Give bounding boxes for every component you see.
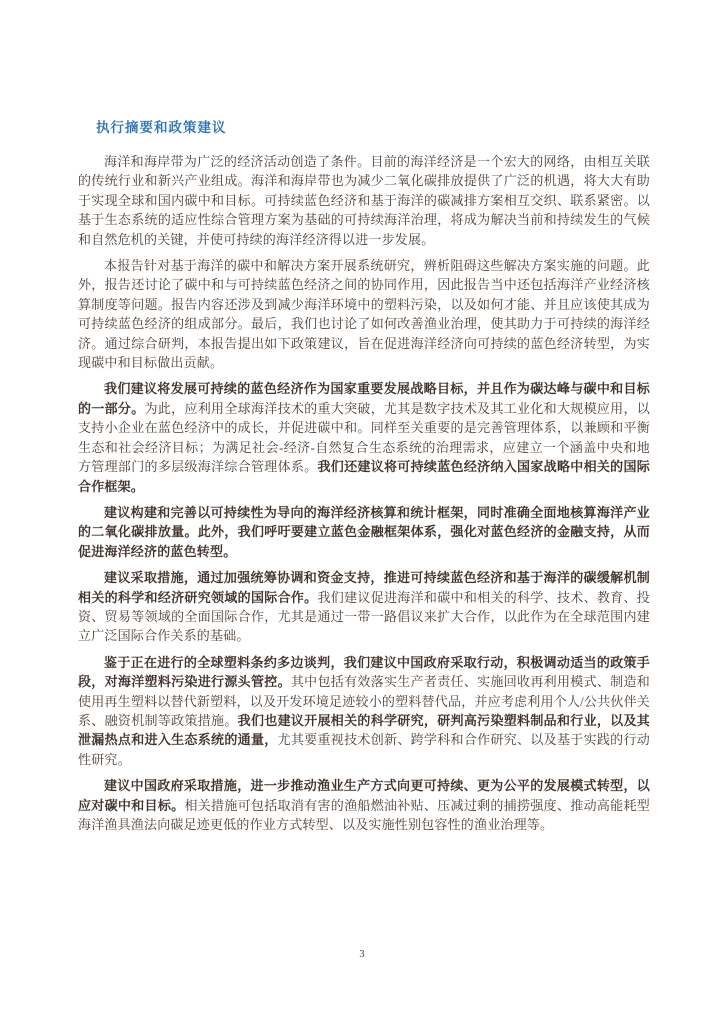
text-segment: 尤其要重视技术创新、跨学科和合作研究、以及基于实践的行动性研究。 [78,732,650,767]
text-segment: 我们建议促进海洋和碳中和相关的科学、技术、教育、投资、贸易等领域的全面国际合作，尤其是通过一带一路倡议来扩大合作，以此作为在全球范围内建立广泛国际合作关系的基础。 [78,589,650,644]
text-segment: 其中包括有效落实生产者责任、实施回收再利用模式、制造和使用再生塑料以替代新塑料，以及开发环境足迹较小的塑料替代品，并应考虑利用个人/公共伙伴关系、融资机制等政策措施。 [78,674,650,728]
bold-text-segment: 我们还建议将可持续蓝色经济纳入国家战略中相关的国际合作框架。 [78,459,650,494]
paragraph [78,776,650,834]
text-segment: 相关措施可包括取消有害的渔船燃油补贴、压减过剩的捕捞强度、推动高能耗型海洋渔具渔法向碳足迹更低的作业方式转型、以及实施性别包容性的渔业治理等。 [78,797,650,832]
paragraphs [78,152,650,834]
text-segment: 为此，应利用全球海洋技术的重大突破，尤其是数字技术及其工业化和大规模应用，以支持小企业在蓝色经济中的成长，并促进碳中和。同样至关重要的是完善管理体系，以兼顾和平衡生态和社会经济目标；为满足社会-经济-自然复合生态系统的治理需求，应建立一个涵盖中央和地方管理部门的多层级海洋综合管理体系。 [78,400,650,475]
paragraph [78,503,650,561]
text-segment: 本报告针对基于海洋的碳中和解决方案开展系统研究，辨析阻碍这些解决方案实施的问题。此外，报告还讨论了碳中和与可持续蓝色经济之间的协同作用，因此报告当中还包括海洋产业经济核算制度等问题。报告内容还涉及到减少海洋环境中的塑料污染，以及如何才能、并且应该使其成为可持续蓝色经济的组成部分。最后，我们也讨论了如何改善渔业治理，使其助力于可持续的海洋经济。通过综合研判，本报告提出如下政策建议，旨在促进海洋经济向可持续的蓝色经济转型，为实现碳中和目标做出贡献。 [78,258,650,371]
bold-text-segment: 建议构建和完善以可持续性为导向的海洋经济核算和统计框架，同时准确全面地核算海洋产业的二氧化碳排放量。此外，我们呼吁要建立蓝色金融框架体系，强化对蓝色经济的金融支持，从而促进海洋经济的蓝色转型。 [78,504,650,559]
section-heading: 执行摘要和政策建议 [96,120,227,135]
text-segment: 海洋和海岸带为广泛的经济活动创造了条件。目前的海洋经济是一个宏大的网络，由相互关联的传统行业和新兴产业组成。海洋和海岸带也为减少二氧化碳排放提供了广泛的机遇，将大大有助于实现全球和国内碳中和目标。可持续蓝色经济和基于海洋的碳减排方案相互交织、联系紧密。以基于生态系统的适应性综合管理方案为基础的可持续海洋治理，将成为解决当前和持续发生的气候和自然危机的关键，并使可持续的海洋经济得以进一步发展。 [78,154,650,247]
bold-text-segment: 我们也建议开展相关的科学研究，研判高污染塑料制品和行业，以及其泄漏热点和进入生态系统的通量， [78,712,650,748]
bold-text-segment: 建议中国政府采取措施，进一步推动渔业生产方式向更可持续、更为公平的发展模式转型，以应对碳中和目标。 [78,778,650,813]
page-number: 3 [359,949,365,960]
paragraph [78,256,650,372]
paragraph [78,152,650,249]
bold-text-segment: 建议采取措施，通过加强统筹协调和资金支持，推进可持续蓝色经济和基于海洋的碳缓解机制相关的科学和经济研究领域的国际合作。 [78,570,650,605]
bold-text-segment: 鉴于正在进行的全球塑料条约多边谈判，我们建议中国政府采取行动，积极调动适当的政策手段，对海洋塑料污染进行源头管控。 [78,654,650,690]
bold-text-segment: 我们建议将发展可持续的蓝色经济作为国家重要发展战略目标，并且作为碳达峰与碳中和目标的一部分。 [78,381,650,416]
page-content [78,116,650,841]
paragraph [78,379,650,495]
paragraph [78,653,650,769]
paragraph [78,568,650,646]
